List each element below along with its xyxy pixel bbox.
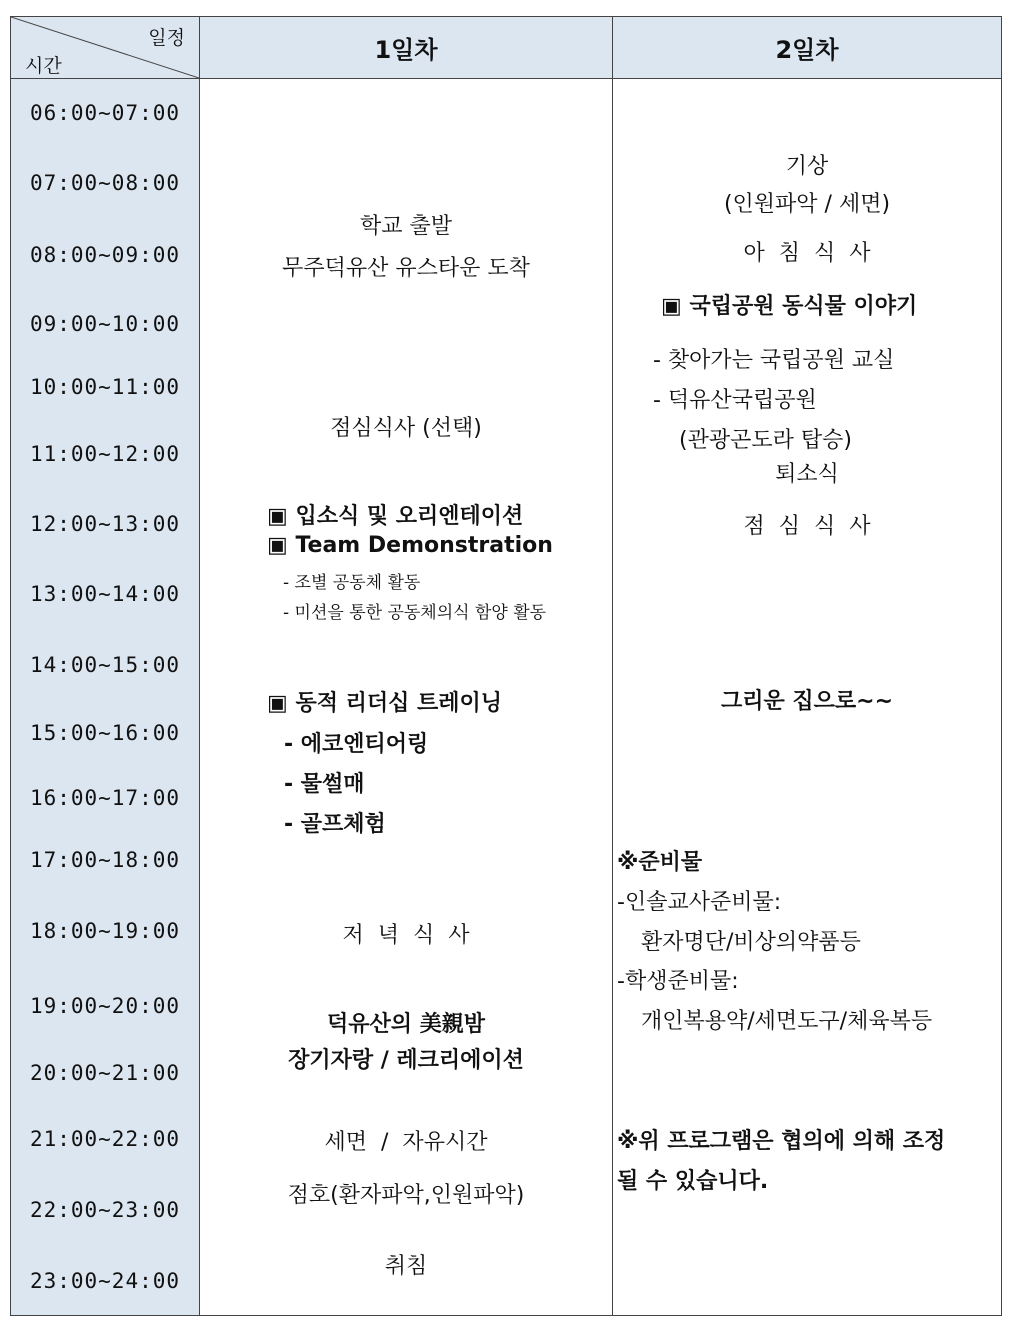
sleep-text: 취침 [384,1254,428,1279]
day2-checkout-cell [612,453,1002,490]
day2-park-cell [612,285,1002,454]
team-demo-title: ▣ Team Demonstration [267,533,553,558]
day1-evening-cell [199,970,613,1105]
time-slot: 19:00~20:00 [10,970,200,1043]
day1-dinner-cell [199,891,613,971]
wakeup-detail: (인원파악 / 세면) [723,192,891,217]
time-slot: 06:00~07:00 [10,79,200,148]
time-slot: 09:00~10:00 [10,292,200,357]
dinner-text: 저 녁 식 사 [342,923,470,948]
time-slot: 13:00~14:00 [10,558,200,630]
evening-activity: 장기자랑 / 레크리에이션 [288,1048,524,1073]
leadership-item: - 골프체험 [284,812,386,837]
orientation-sub-item: - 미션을 통한 공동체의식 함양 활동 [283,603,547,623]
student-prep-label: -학생준비물: [617,969,739,994]
time-slot: 10:00~11:00 [10,356,200,419]
day1-lunch-text: 점심식사 (선택) [330,416,482,441]
time-label: 시간 [25,55,62,77]
day1-orientation-cell [199,489,613,630]
breakfast-text: 아 침 식 사 [743,241,871,266]
day2-header: 2일차 [612,16,1002,79]
teacher-prep-items: 환자명단/비상의약품등 [641,930,861,955]
time-slot: 20:00~21:00 [10,1042,200,1105]
student-prep-items: 개인복용약/세면도구/체육복등 [641,1009,933,1034]
go-home-text: 그리운 집으로~~ [720,689,894,714]
time-slot: 07:00~08:00 [10,147,200,219]
schedule-label: 일정 [148,27,185,49]
time-slot: 23:00~24:00 [10,1247,200,1316]
day1-rollcall-cell [199,1173,613,1210]
day2-lunch-cell [612,489,1002,559]
time-slot: 22:00~23:00 [10,1173,200,1248]
day2-wakeup-cell [612,147,1002,219]
evening-title: 덕유산의 美親밤 [327,1012,485,1037]
park-title: ▣ 국립공원 동식물 이야기 [661,294,918,319]
orientation-sub-item: - 조별 공동체 활동 [283,573,421,593]
day1-departure-lunch-cell [199,79,613,490]
schedule-note: ※위 프로그램은 협의에 의해 조정 [617,1129,946,1154]
day1-leadership-cell [199,629,613,892]
time-slot: 21:00~22:00 [10,1104,200,1174]
schedule-note-cont: 될 수 있습니다. [617,1169,769,1194]
day2-afternoon-cell [612,558,1002,1316]
orientation-title: ▣ 입소식 및 오리엔테이션 [267,504,524,529]
day1-sleep-cell [199,1209,613,1316]
time-slot: 16:00~17:00 [10,766,200,830]
time-slot: 17:00~18:00 [10,829,200,892]
park-item: - 찾아가는 국립공원 교실 [653,348,895,373]
park-item: - 덕유산국립공원 [653,388,817,413]
wakeup-text: 기상 [785,154,829,179]
time-slot: 12:00~13:00 [10,489,200,559]
day1-wash-cell [199,1104,613,1174]
day1-header: 1일차 [199,16,613,79]
teacher-prep-label: -인솔교사준비물: [617,890,782,915]
wash-text: 세면 / 자유시간 [324,1130,488,1155]
park-item-detail: (관광곤도라 탑승) [679,428,852,453]
time-slot: 15:00~16:00 [10,700,200,767]
corner-header [10,16,200,79]
arrival-text: 무주덕유산 유스타운 도착 [282,256,530,281]
leadership-item: - 에코엔티어링 [284,732,429,757]
leadership-item: - 물썰매 [284,772,365,797]
rollcall-text: 점호(환자파악,인원파악) [287,1183,525,1208]
departure-text: 학교 출발 [359,214,452,239]
prep-title: ※준비물 [617,850,703,875]
time-slot: 08:00~09:00 [10,218,200,293]
time-slot: 11:00~12:00 [10,418,200,490]
day2-early-empty-cell [612,79,1002,148]
day2-breakfast-cell [612,218,1002,286]
day2-lunch-text: 점 심 식 사 [743,514,871,539]
time-slot: 14:00~15:00 [10,629,200,701]
time-slot: 18:00~19:00 [10,891,200,971]
checkout-text: 퇴소식 [775,462,839,487]
leadership-title: ▣ 동적 리더십 트레이닝 [267,691,503,716]
